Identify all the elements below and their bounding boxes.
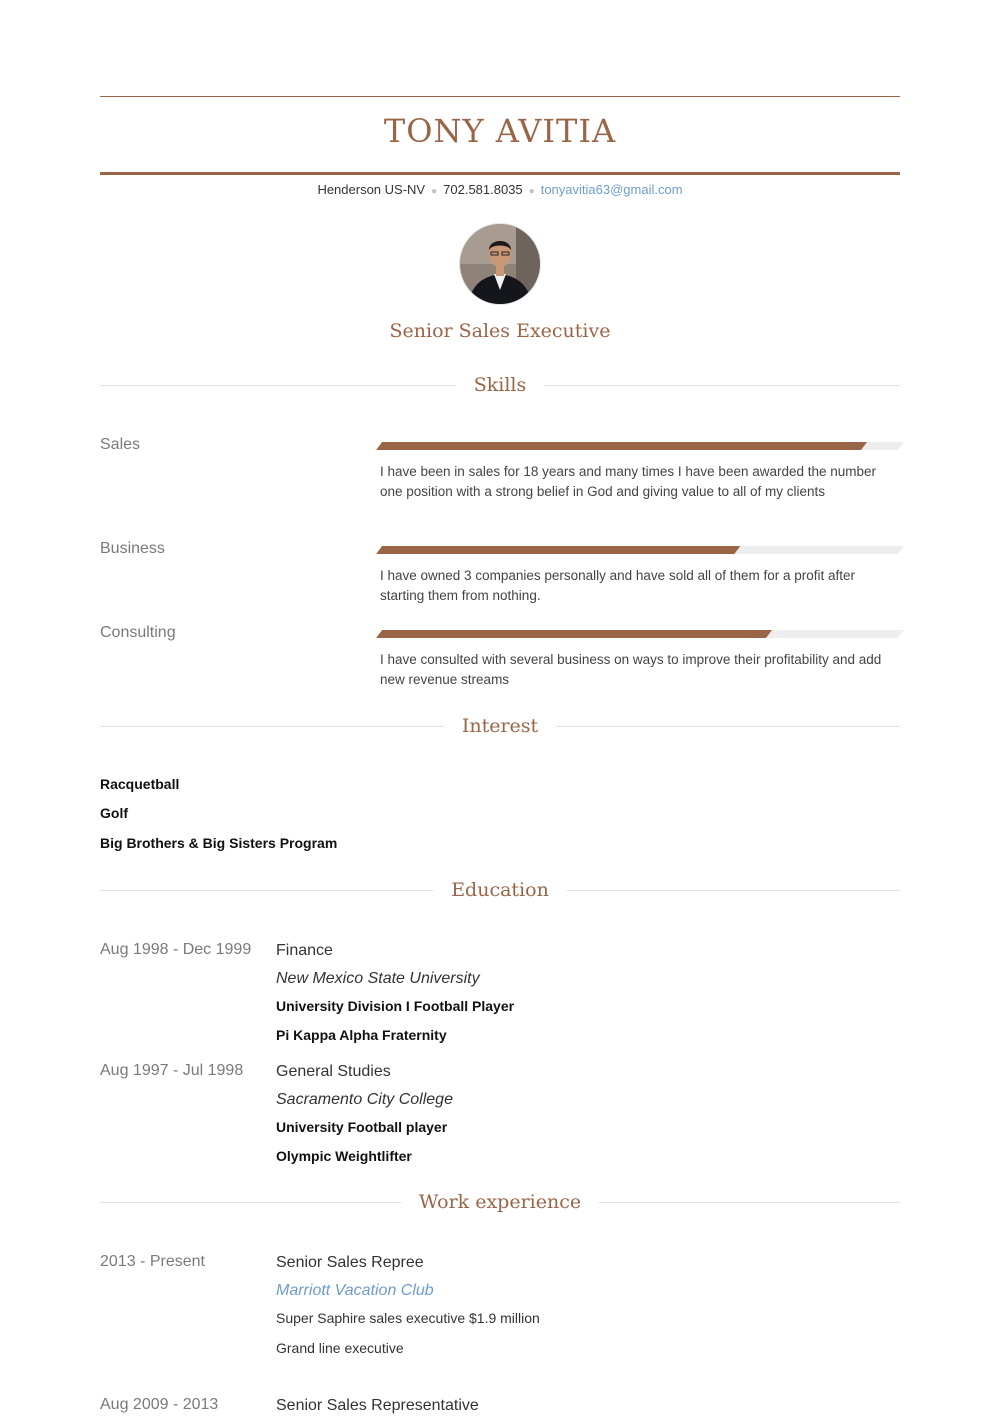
resume-page <box>100 0 900 1414</box>
degree: Finance <box>276 942 333 959</box>
education-section-header <box>100 876 900 904</box>
separator-dot-icon: ● <box>431 186 438 197</box>
section-title-skills: Skills <box>473 374 527 396</box>
contact-line <box>100 182 900 197</box>
header-bottom-rule <box>100 172 900 175</box>
entry-dates: Aug 2009 - 2013 <box>100 1396 219 1413</box>
skill-name: Business <box>100 540 165 557</box>
entry-dates: 2013 - Present <box>100 1253 205 1270</box>
school-name: New Mexico State University <box>276 970 480 987</box>
skill-description: I have owned 3 companies personally and have sold all of them for a profit after starting them from nothing. <box>380 568 856 603</box>
entry-details <box>276 1253 876 1368</box>
job-note: Grand line executive <box>276 1340 404 1356</box>
divider <box>556 726 900 727</box>
divider <box>100 890 433 891</box>
section-title-education: Education <box>451 879 549 901</box>
activity: University Division I Football Player <box>276 998 515 1014</box>
entry-details <box>276 1062 876 1175</box>
work-section-header <box>100 1188 900 1216</box>
entry-details <box>276 941 876 1054</box>
header-top-rule <box>100 96 900 97</box>
divider <box>567 890 900 891</box>
interest-item: Racquetball <box>100 776 180 792</box>
interest-item: Big Brothers & Big Sisters Program <box>100 835 338 851</box>
section-title-work: Work experience <box>418 1191 582 1213</box>
skills-section-header <box>100 371 900 399</box>
section-title-interest: Interest <box>461 715 539 737</box>
divider <box>599 1202 900 1203</box>
activity: Olympic Weightlifter <box>276 1148 412 1164</box>
degree: General Studies <box>276 1063 391 1080</box>
divider <box>100 1202 401 1203</box>
company-link[interactable]: Marriott Vacation Club <box>276 1282 434 1299</box>
activity: University Football player <box>276 1119 448 1135</box>
job-title: Senior Sales Repree <box>276 1254 424 1271</box>
skill-name: Consulting <box>100 624 176 641</box>
skill-description: I have consulted with several business on ways to improve their profitability and add new revenue streams <box>380 652 882 687</box>
school-name: Sacramento City College <box>276 1091 453 1108</box>
divider <box>100 385 456 386</box>
separator-dot-icon: ● <box>528 186 535 197</box>
avatar-photo-icon <box>460 224 540 304</box>
skill-level-fill <box>376 442 867 450</box>
interest-section-header <box>100 712 900 740</box>
skill-level-bar <box>376 546 904 554</box>
skill-name: Sales <box>100 436 141 453</box>
contact-phone: 702.581.8035 <box>443 182 523 197</box>
skill-level-bar <box>376 442 904 450</box>
avatar <box>460 224 540 304</box>
skill-description: I have been in sales for 18 years and many times I have been awarded the number one position with a strong belief in God and giving value to all of my clients <box>380 464 877 499</box>
activity: Pi Kappa Alpha Fraternity <box>276 1027 447 1043</box>
entry-dates: Aug 1998 - Dec 1999 <box>100 941 252 958</box>
professional-headline: Senior Sales Executive <box>389 320 611 342</box>
candidate-name: TONY AVITIA <box>383 112 617 150</box>
skill-level-fill <box>376 630 772 638</box>
skill-level-bar <box>376 630 904 638</box>
interest-item: Golf <box>100 805 128 821</box>
contact-email-link[interactable]: tonyavitia63@gmail.com <box>540 182 683 197</box>
entry-details <box>276 1396 876 1424</box>
skill-level-fill <box>376 546 740 554</box>
contact-location: Henderson US-NV <box>317 182 426 197</box>
entry-dates: Aug 1997 - Jul 1998 <box>100 1062 244 1079</box>
job-title: Senior Sales Representative <box>276 1397 479 1414</box>
divider <box>544 385 900 386</box>
divider <box>100 726 444 727</box>
job-note: Super Saphire sales executive $1.9 million <box>276 1310 540 1326</box>
